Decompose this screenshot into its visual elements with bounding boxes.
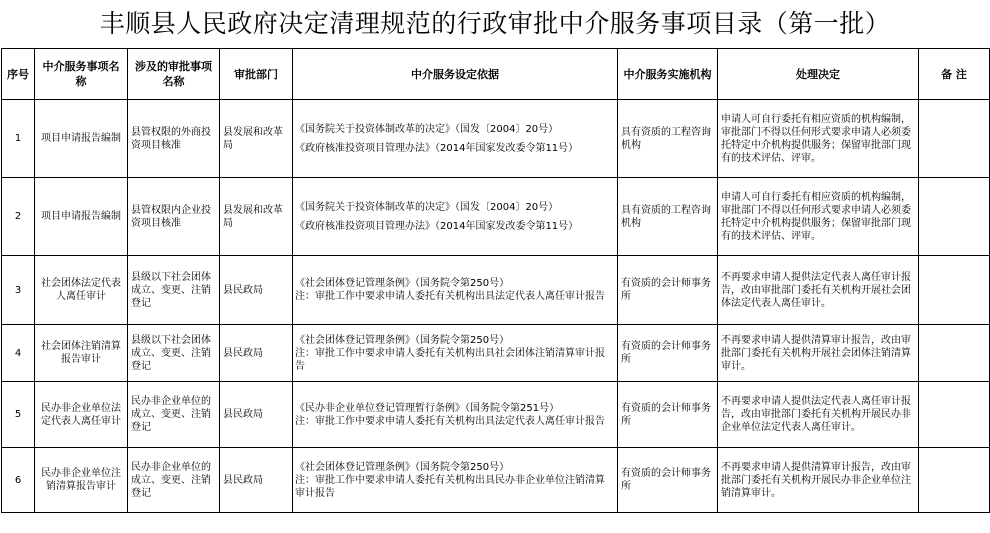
basis-line: 《国务院关于投资体制改革的决定》（国发〔2004〕20号）: [295, 201, 559, 213]
service-items-table: [1, 48, 990, 513]
cell-decision: 不再要求申请人提供清算审计报告，改由审批部门委托有关机构开展民办非企业单位注销清算审计。: [718, 448, 919, 513]
document-title: 丰顺县人民政府决定清理规范的行政审批中介服务事项目录（第一批）: [99, 9, 891, 38]
cell-remark: [919, 448, 990, 513]
cell-remark: [919, 325, 990, 382]
cell-service-name: 社会团体法定代表人离任审计: [35, 256, 128, 325]
cell-approval-item: 县管权限的外商投资项目核准: [128, 100, 220, 178]
cell-basis: [293, 100, 618, 178]
cell-basis: [293, 178, 618, 256]
cell-basis: [293, 256, 618, 325]
cell-service-name: 项目申请报告编制: [35, 100, 128, 178]
basis-line: 《民办非企业单位登记管理暂行条例》（国务院令第251号）: [295, 402, 560, 414]
cell-agency: 有资质的会计师事务所: [618, 256, 718, 325]
basis-line: 注：审批工作中要求申请人委托有关机构出具法定代表人离任审计报告: [295, 291, 605, 302]
table-header-row: [2, 49, 990, 100]
cell-department: 县民政局: [220, 448, 293, 513]
cell-seq: 2: [2, 178, 35, 256]
header-approval-item: 涉及的审批事项名称: [128, 49, 220, 100]
cell-remark: [919, 382, 990, 448]
cell-basis: [293, 382, 618, 448]
table-row: [2, 100, 990, 178]
basis-line: 《政府核准投资项目管理办法》（2014年国家发改委令第11号）: [295, 220, 579, 232]
cell-decision: 不再要求申请人提供清算审计报告，改由审批部门委托有关机构开展社会团体注销清算审计。: [718, 325, 919, 382]
table-row: [2, 448, 990, 513]
table-row: [2, 256, 990, 325]
cell-agency: 有资质的会计师事务所: [618, 382, 718, 448]
cell-department: 县民政局: [220, 325, 293, 382]
basis-line: 《社会团体登记管理条例》（国务院令第250号）: [295, 334, 510, 346]
header-decision: 处理决定: [718, 49, 919, 100]
cell-service-name: 民办非企业单位注销清算报告审计: [35, 448, 128, 513]
basis-line: 《社会团体登记管理条例》（国务院令第250号）: [295, 461, 510, 473]
basis-line: 《政府核准投资项目管理办法》（2014年国家发改委令第11号）: [295, 142, 579, 154]
cell-department: 县民政局: [220, 382, 293, 448]
cell-remark: [919, 256, 990, 325]
cell-department: 县民政局: [220, 256, 293, 325]
cell-approval-item: 县管权限内企业投资项目核准: [128, 178, 220, 256]
cell-approval-item: 民办非企业单位的成立、变更、注销登记: [128, 382, 220, 448]
cell-service-name: 项目申请报告编制: [35, 178, 128, 256]
table-row: [2, 178, 990, 256]
header-remark: 备 注: [919, 49, 990, 100]
basis-line: 《社会团体登记管理条例》（国务院令第250号）: [295, 278, 510, 289]
table-row: [2, 382, 990, 448]
cell-seq: 5: [2, 382, 35, 448]
cell-service-name: 社会团体注销清算报告审计: [35, 325, 128, 382]
cell-decision: 申请人可自行委托有相应资质的机构编制，审批部门不得以任何形式要求申请人必须委托特定中介机构提供服务；保留审批部门现有的技术评估、评审。: [718, 100, 919, 178]
cell-department: 县发展和改革局: [220, 100, 293, 178]
cell-decision: 申请人可自行委托有相应资质的机构编制，审批部门不得以任何形式要求申请人必须委托特定中介机构提供服务；保留审批部门现有的技术评估、评审。: [718, 178, 919, 256]
basis-line: 注：审批工作中要求申请人委托有关机构出具民办非企业单位注销清算审计报告: [295, 474, 605, 499]
basis-line: 注：审批工作中要求申请人委托有关机构出具法定代表人离任审计报告: [295, 415, 605, 427]
cell-decision: 不再要求申请人提供法定代表人离任审计报告，改由审批部门委托有关机构开展社会团体法定代表人离任审计。: [718, 256, 919, 325]
header-agency: 中介服务实施机构: [618, 49, 718, 100]
cell-seq: 6: [2, 448, 35, 513]
cell-remark: [919, 100, 990, 178]
header-seq: 序号: [2, 49, 35, 100]
cell-service-name: 民办非企业单位法定代表人离任审计: [35, 382, 128, 448]
cell-seq: 4: [2, 325, 35, 382]
basis-line: 注：审批工作中要求申请人委托有关机构出具社会团体注销清算审计报告: [295, 347, 605, 372]
cell-basis: [293, 325, 618, 382]
header-basis: 中介服务设定依据: [293, 49, 618, 100]
cell-seq: 3: [2, 256, 35, 325]
cell-basis: [293, 448, 618, 513]
cell-decision: 不再要求申请人提供法定代表人离任审计报告，改由审批部门委托有关机构开展民办非企业单位法定代表人离任审计。: [718, 382, 919, 448]
cell-agency: 有资质的会计师事务所: [618, 325, 718, 382]
cell-remark: [919, 178, 990, 256]
table-row: [2, 325, 990, 382]
header-department: 审批部门: [220, 49, 293, 100]
cell-agency: 具有资质的工程咨询机构: [618, 178, 718, 256]
cell-seq: 1: [2, 100, 35, 178]
header-service-name: 中介服务事项名称: [35, 49, 128, 100]
basis-line: 《国务院关于投资体制改革的决定》（国发〔2004〕20号）: [295, 123, 559, 135]
cell-approval-item: 县级以下社会团体成立、变更、注销登记: [128, 256, 220, 325]
cell-agency: 具有资质的工程咨询机构: [618, 100, 718, 178]
cell-agency: 有资质的会计师事务所: [618, 448, 718, 513]
cell-department: 县发展和改革局: [220, 178, 293, 256]
cell-approval-item: 县级以下社会团体成立、变更、注销登记: [128, 325, 220, 382]
cell-approval-item: 民办非企业单位的成立、变更、注销登记: [128, 448, 220, 513]
